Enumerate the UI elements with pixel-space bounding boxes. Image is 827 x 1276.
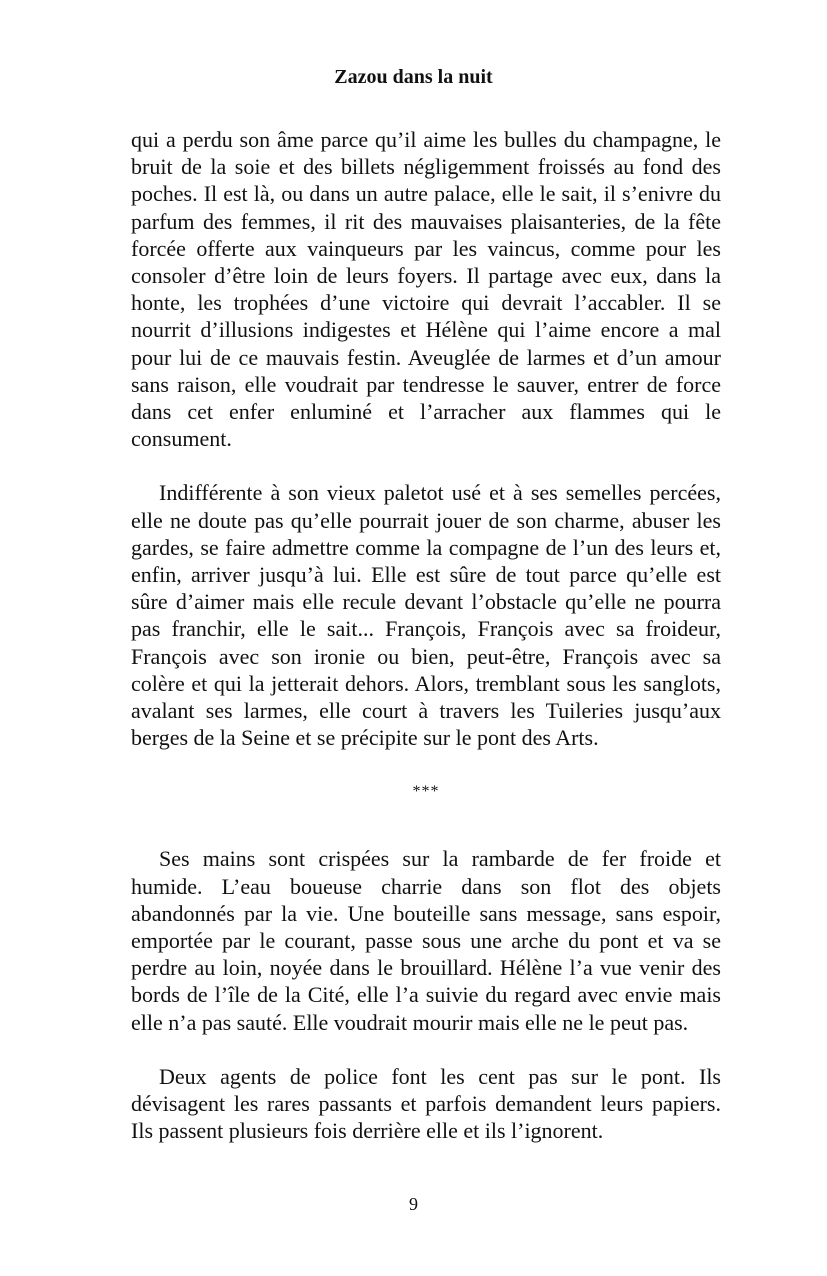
paragraph: Deux agents de police font les cent pas sur le pont. Ils dévisagent les rares passants et parfois demandent leurs papiers. Ils passent plusieurs fois derrière elle et ils l’ignorent. <box>131 1063 721 1144</box>
running-head-title: Zazou dans la nuit <box>334 66 493 88</box>
paragraph: Indifférente à son vieux paletot usé et à ses semelles percées, elle ne doute pas qu’elle pourrait jouer de son charme, abuser les gardes, se faire admettre comme la compagne de l’un des leurs et, enfin, arriver jusqu’à lui. Elle est sûre de tout parce qu’elle est sûre d’aimer mais elle recule devant l’obstacle qu’elle ne pourra pas franchir, elle le sait... François, François avec sa froideur, François avec son ironie ou bien, peut-être, François avec sa colère et qui la jetterait dehors. Alors, tremblant sous les sanglots, avalant ses larmes, elle court à travers les Tuileries jusqu’aux berges de la Seine et se précipite sur le pont des Arts. <box>131 480 721 751</box>
paragraph-gap <box>131 805 721 845</box>
paragraph-gap <box>131 452 721 479</box>
paragraph-gap <box>131 1036 721 1063</box>
page-number: 9 <box>409 1194 418 1214</box>
scene-break: *** <box>412 783 440 801</box>
paragraph-continued: qui a perdu son âme parce qu’il aime les bulles du champagne, le bruit de la soie et des billets négligemment froissés au fond des poches. Il est là, ou dans un autre palace, elle le sait, il s’enivre du parfum des femmes, il rit des mauvaises plaisanteries, de la fête forcée offerte aux vainqueurs par les vaincus, comme pour les consoler d’être loin de leurs foyers. Il partage avec eux, dans la honte, les trophées d’une victoire qui devrait l’accabler. Il se nourrit d’illusions indigestes et Hélène qui l’aime encore a mal pour lui de ce mauvais festin. Aveuglée de larmes et d’un amour sans raison, elle voudrait par tendresse le sauver, entrer de force dans cet enfer enluminé et l’arracher aux flammes qui le consument. <box>131 127 721 452</box>
body-text <box>131 126 721 1145</box>
paragraph: Ses mains sont crispées sur la rambarde de fer froide et humide. L’eau boueuse charrie dans son flot des objets abandonnés par la vie. Une bouteille sans message, sans espoir, emportée par le courant, passe sous une arche du pont et va se perdre au loin, noyée dans le brouillard. Hélène l’a vue venir des bords de l’île de la Cité, elle l’a suivie du regard avec envie mais elle n’a pas sauté. Elle voudrait mourir mais elle ne le peut pas. <box>131 846 721 1035</box>
paragraph-gap <box>131 751 721 778</box>
